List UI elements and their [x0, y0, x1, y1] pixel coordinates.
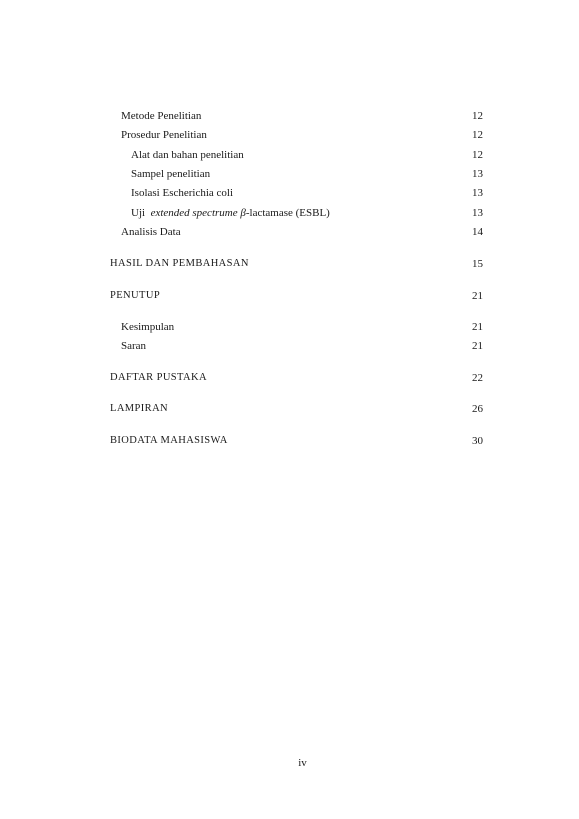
toc-entry-page: 14	[472, 226, 483, 238]
toc-entry-sampel	[110, 166, 483, 182]
toc-entry-page: 21	[472, 321, 483, 333]
toc-entry-label: BIODATA MAHASISWA	[110, 435, 228, 446]
toc-entry-label: Kesimpulan	[121, 321, 175, 333]
toc-entry-page: 30	[472, 435, 483, 447]
toc-entry-page: 13	[472, 187, 483, 199]
toc-entry-label: DAFTAR PUSTAKA	[110, 372, 207, 383]
toc-entry-page: 21	[472, 340, 483, 352]
toc-entry-analisis-data	[110, 224, 483, 240]
toc-entry-metode-penelitian	[110, 108, 483, 124]
toc-entry-label	[131, 205, 330, 221]
toc-entry-label-italic: extended spectrume β	[150, 207, 246, 219]
page-number: iv	[298, 757, 307, 769]
toc-entry-hasil-pembahasan	[110, 256, 483, 272]
toc-entry-lampiran	[110, 401, 483, 417]
toc-entry-label: Metode Penelitian	[121, 110, 202, 122]
toc-entry-label: Sampel penelitian	[131, 168, 211, 180]
toc-entry-label: HASIL DAN PEMBAHASAN	[110, 258, 249, 269]
toc-entry-label-prefix: Uji	[131, 207, 146, 219]
toc-entry-page: 13	[472, 168, 483, 180]
toc-entry-page: 13	[472, 207, 483, 219]
toc-entry-label: Saran	[121, 340, 147, 352]
toc-entry-page: 21	[472, 290, 483, 302]
toc-entry-label: Prosedur Penelitian	[121, 129, 207, 141]
toc-entry-alat-bahan	[110, 147, 483, 163]
toc-entry-label: Isolasi Escherichia coli	[131, 187, 234, 199]
toc-entry-biodata-mahasiswa	[110, 433, 483, 449]
toc-entry-page: 15	[472, 258, 483, 270]
toc-entry-label: Alat dan bahan penelitian	[131, 149, 244, 161]
toc-entry-daftar-pustaka	[110, 370, 483, 386]
toc-entry-page: 12	[472, 110, 483, 122]
toc-entry-isolasi	[110, 185, 483, 201]
toc-entry-page: 22	[472, 372, 483, 384]
toc-entry-label: PENUTUP	[110, 290, 161, 301]
toc-entry-saran	[110, 338, 483, 354]
toc-entry-page: 26	[472, 403, 483, 415]
toc-entry-penutup	[110, 288, 483, 304]
toc-entry-kesimpulan	[110, 319, 483, 335]
toc-entry-page: 12	[472, 129, 483, 141]
toc-entry-page: 12	[472, 149, 483, 161]
toc-entry-label: LAMPIRAN	[110, 403, 169, 414]
toc-entry-prosedur-penelitian	[110, 127, 483, 143]
toc-entry-label: Analisis Data	[121, 226, 181, 238]
toc-entry-label-suffix: -lactamase (ESBL)	[245, 207, 330, 219]
toc-entry-uji-esbl	[110, 205, 483, 221]
